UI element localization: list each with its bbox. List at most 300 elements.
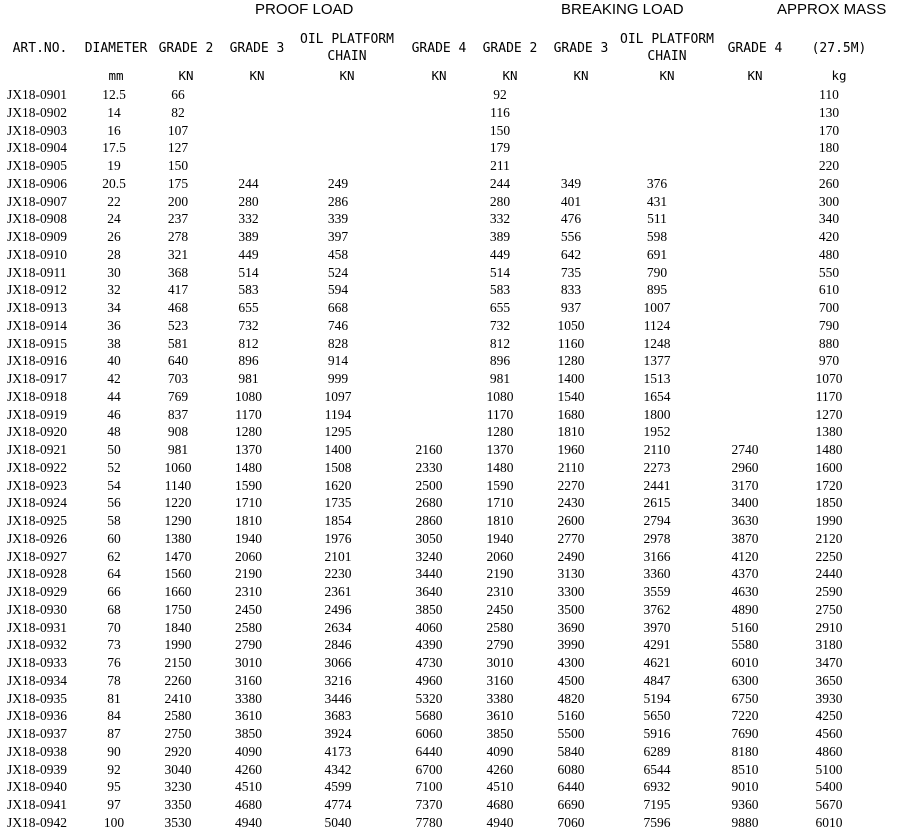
table-cell: 2250 (815, 548, 843, 564)
table-cell: 1620 (324, 477, 352, 493)
table-cell: 2361 (324, 584, 352, 599)
table-cell (392, 264, 466, 282)
table-cell: 339 (327, 211, 349, 227)
table-cell (608, 104, 706, 122)
table-cell: 2310 (235, 584, 262, 599)
table-cell: 1990 (815, 513, 843, 528)
table-cell: 1170 (235, 406, 262, 422)
table-cell: 92 (493, 87, 507, 102)
table-cell: 3300 (557, 584, 585, 599)
art-no-cell: JX18-0918 (7, 388, 67, 404)
table-row (0, 264, 874, 282)
table-cell: 4960 (415, 672, 443, 688)
table-cell: 3530 (164, 814, 192, 830)
table-cell: 2920 (164, 743, 192, 759)
table-cell: 87 (107, 726, 121, 741)
table-cell: 640 (167, 353, 189, 369)
table-cell: 127 (167, 140, 189, 156)
table-cell: 2260 (164, 672, 192, 688)
table-cell: 6440 (557, 779, 585, 795)
table-cell: 1248 (643, 335, 671, 351)
table-cell (706, 299, 784, 317)
table-cell: 790 (646, 264, 668, 280)
table-cell: 40 (107, 353, 121, 369)
art-no-cell: JX18-0912 (7, 282, 67, 298)
table-cell: 66 (171, 87, 185, 102)
unit-label: KN (502, 68, 518, 83)
table-cell: 3350 (164, 797, 192, 812)
table-cell: 2440 (815, 566, 843, 582)
table-cell: 42 (107, 371, 121, 386)
table-cell: 1060 (164, 459, 192, 475)
table-cell: 1840 (164, 619, 192, 635)
table-cell: 3990 (557, 637, 585, 653)
table-cell: 78 (107, 672, 121, 688)
table-cell: 880 (818, 335, 840, 351)
table-cell: 5160 (731, 619, 759, 635)
table-cell: 4890 (731, 601, 759, 617)
table-cell: 4120 (731, 548, 759, 564)
table-cell (706, 388, 784, 406)
table-cell: 19 (107, 158, 121, 173)
table-cell (284, 86, 392, 104)
table-cell: 449 (489, 246, 511, 262)
table-cell: 280 (489, 193, 511, 209)
table-cell: 1508 (324, 459, 352, 475)
table-cell: 1990 (164, 637, 192, 653)
table-cell: 6700 (415, 761, 443, 777)
table-cell: 583 (238, 282, 259, 298)
table-cell: 36 (107, 317, 121, 333)
table-cell: 3160 (486, 672, 514, 688)
art-no-cell: JX18-0922 (7, 459, 67, 475)
art-no-cell: JX18-0908 (7, 211, 67, 227)
table-cell: 1370 (486, 442, 514, 457)
table-cell: 2110 (643, 442, 671, 457)
table-cell: 5580 (731, 637, 759, 653)
table-cell: 1600 (815, 459, 843, 475)
table-cell: 1590 (486, 477, 514, 493)
table-row (0, 370, 874, 388)
table-cell: 68 (107, 601, 121, 617)
table-cell: 1097 (324, 388, 352, 404)
table-row (0, 193, 874, 211)
table-cell (392, 157, 466, 175)
table-cell: 2273 (643, 459, 671, 475)
table-cell (706, 122, 784, 140)
table-cell: 180 (818, 140, 840, 156)
table-cell: 703 (167, 371, 189, 386)
table-cell: 581 (167, 335, 189, 351)
table-row (0, 477, 874, 495)
table-cell: 5320 (415, 690, 443, 706)
table-cell: 431 (646, 193, 668, 209)
table-cell: 24 (107, 211, 121, 227)
table-cell: 4510 (486, 779, 514, 795)
table-cell (392, 175, 466, 193)
art-no-cell: JX18-0917 (7, 371, 67, 386)
table-cell: 211 (490, 158, 510, 173)
table-cell: 7780 (415, 814, 443, 830)
art-no-cell: JX18-0935 (7, 690, 67, 706)
table-cell: 30 (107, 264, 121, 280)
table-cell: 4060 (415, 619, 443, 635)
table-cell: 1976 (324, 530, 352, 546)
table-cell: 6080 (557, 761, 585, 777)
table-cell: 476 (560, 211, 582, 227)
table-row (0, 228, 874, 246)
table-cell: 249 (327, 175, 349, 191)
table-cell: 70 (107, 619, 121, 635)
table-cell (213, 139, 284, 157)
table-cell: 332 (238, 211, 259, 227)
table-cell: 4621 (643, 655, 671, 670)
table-cell: 4260 (235, 761, 262, 777)
table-cell: 6544 (643, 761, 671, 777)
table-cell: 1735 (324, 495, 352, 511)
table-cell: 908 (167, 424, 189, 440)
table-cell: 5194 (643, 690, 671, 706)
table-cell: 1124 (643, 317, 671, 333)
table-cell: 1960 (557, 442, 585, 457)
art-no-cell: JX18-0903 (7, 122, 67, 138)
table-cell: 3216 (324, 672, 352, 688)
table-cell: 3930 (815, 690, 843, 706)
table-cell: 914 (327, 353, 349, 369)
table-cell: 1194 (324, 406, 352, 422)
table-cell: 812 (238, 335, 259, 351)
table-cell: 1160 (557, 335, 585, 351)
table-cell: 397 (327, 229, 349, 244)
table-cell: 1710 (486, 495, 514, 511)
table-cell: 2680 (415, 495, 443, 511)
table-cell (534, 104, 608, 122)
table-cell (534, 122, 608, 140)
table-cell (706, 281, 784, 299)
table-cell: 376 (646, 175, 668, 191)
table-cell (706, 246, 784, 264)
table-cell (534, 86, 608, 104)
table-cell: 2190 (235, 566, 262, 582)
table-row (0, 672, 874, 690)
art-no-cell: JX18-0926 (7, 530, 67, 546)
unit-label: kg (831, 68, 847, 83)
table-cell: 3500 (557, 601, 585, 617)
table-cell: 2860 (415, 513, 443, 528)
art-no-cell: JX18-0934 (7, 672, 67, 688)
table-row (0, 743, 874, 761)
art-no-cell: JX18-0936 (7, 708, 67, 724)
table-cell: 278 (167, 229, 189, 244)
table-cell: 73 (107, 637, 121, 653)
table-cell: 896 (238, 353, 259, 369)
table-cell: 2496 (324, 601, 352, 617)
table-cell: 556 (560, 229, 582, 244)
unit-label: KN (431, 68, 447, 83)
table-cell: 7100 (415, 779, 443, 795)
table-row (0, 814, 874, 832)
table-row (0, 423, 874, 441)
column-header: GRADE 4 (411, 41, 467, 56)
table-cell: 3650 (815, 672, 843, 688)
table-cell: 5650 (643, 708, 671, 724)
table-cell: 2230 (324, 566, 352, 582)
table-cell: 1850 (815, 495, 843, 511)
table-cell: 981 (238, 371, 259, 386)
table-cell: 2430 (557, 495, 585, 511)
art-no-cell: JX18-0921 (7, 442, 67, 457)
table-cell: 54 (107, 477, 121, 493)
table-row (0, 86, 874, 104)
table-cell: 3010 (486, 655, 514, 670)
table-cell: 1710 (235, 495, 262, 511)
art-no-cell: JX18-0940 (7, 779, 67, 795)
unit-label: KN (573, 68, 589, 83)
column-header: GRADE 3 (229, 41, 285, 56)
art-no-cell: JX18-0925 (7, 513, 67, 528)
table-cell: 3400 (731, 495, 759, 511)
table-cell: 1952 (643, 424, 671, 440)
table-cell: 2500 (415, 477, 443, 493)
table-cell: 1380 (815, 424, 843, 440)
table-cell: 1810 (235, 513, 262, 528)
table-cell: 1295 (324, 424, 352, 440)
table-cell (392, 370, 466, 388)
table-cell: 2120 (815, 530, 843, 546)
table-cell (706, 210, 784, 228)
table-cell: 4510 (235, 779, 262, 795)
art-no-cell: JX18-0910 (7, 246, 67, 262)
table-cell: 2910 (815, 619, 843, 635)
art-no-cell: JX18-0927 (7, 548, 67, 564)
unit-label: mm (108, 68, 124, 83)
table-cell: 5040 (324, 814, 352, 830)
table-cell (392, 335, 466, 353)
table-row (0, 157, 874, 175)
art-no-cell: JX18-0924 (7, 495, 67, 511)
table-cell: 2441 (643, 477, 671, 493)
table-cell: 3180 (815, 637, 843, 653)
table-cell: 594 (327, 282, 349, 298)
table-cell: 3762 (643, 601, 671, 617)
table-cell: 349 (560, 175, 582, 191)
table-cell: 1220 (164, 495, 192, 511)
table-cell: 1560 (164, 566, 192, 582)
table-cell (706, 352, 784, 370)
table-cell: 84 (107, 708, 121, 724)
table-row (0, 335, 874, 353)
table-cell: 3240 (415, 548, 443, 564)
table-cell (392, 352, 466, 370)
table-cell: 735 (560, 264, 582, 280)
art-no-cell: JX18-0914 (7, 317, 67, 333)
table-cell: 837 (167, 406, 189, 422)
table-row (0, 690, 874, 708)
table-cell: 4173 (324, 743, 352, 759)
table-cell: 81 (107, 690, 121, 706)
table-cell: 6440 (415, 743, 443, 759)
table-cell: 280 (238, 193, 259, 209)
table-cell: 2160 (415, 442, 443, 457)
table-cell: 130 (818, 104, 840, 120)
table-cell: 3446 (324, 690, 352, 706)
table-cell (608, 139, 706, 157)
table-cell (706, 370, 784, 388)
table-cell: 175 (167, 175, 189, 191)
table-cell: 3610 (235, 708, 262, 724)
table-row (0, 761, 874, 779)
table-cell: 468 (167, 300, 189, 315)
table-cell: 655 (489, 300, 511, 315)
table-cell: 82 (171, 104, 185, 120)
table-cell (534, 157, 608, 175)
column-header: GRADE 3 (553, 41, 609, 56)
table-cell: 3850 (486, 726, 514, 741)
table-cell: 1660 (164, 584, 192, 599)
table-row (0, 654, 874, 672)
table-cell: 812 (489, 335, 511, 351)
table-cell: 4500 (557, 672, 585, 688)
table-cell: 2978 (643, 530, 671, 546)
table-cell: 4370 (731, 566, 759, 582)
table-cell: 1940 (235, 530, 262, 546)
table-cell: 2410 (164, 690, 192, 706)
table-cell: 3010 (235, 655, 262, 670)
table-cell: 76 (107, 655, 121, 670)
table-cell (392, 228, 466, 246)
table-cell: 4090 (235, 743, 262, 759)
table-cell: 4730 (415, 655, 443, 670)
table-cell: 999 (327, 371, 349, 386)
table-cell: 2060 (235, 548, 262, 564)
table-cell: 3683 (324, 708, 352, 724)
table-cell: 417 (167, 282, 189, 298)
table-cell: 9880 (731, 814, 759, 830)
table-cell: 2750 (164, 726, 192, 741)
table-row (0, 530, 874, 548)
table-cell: 3850 (235, 726, 262, 741)
table-cell (706, 228, 784, 246)
table-cell (706, 175, 784, 193)
table-cell: 332 (489, 211, 511, 227)
table-cell: 260 (818, 175, 840, 191)
table-cell: 17.5 (102, 140, 126, 156)
table-cell: 1070 (815, 371, 843, 386)
table-row (0, 494, 874, 512)
table-cell: 90 (107, 743, 121, 759)
table-cell: 6300 (731, 672, 759, 688)
table-cell: 9360 (731, 797, 759, 812)
table-cell (392, 299, 466, 317)
table-cell: 5916 (643, 726, 671, 741)
table-body (0, 86, 874, 832)
table-cell (706, 157, 784, 175)
table-cell: 1080 (486, 388, 514, 404)
table-cell: 32 (107, 282, 121, 298)
art-no-cell: JX18-0939 (7, 761, 67, 777)
column-header: OIL PLATFORM CHAIN (300, 32, 394, 64)
art-no-cell: JX18-0928 (7, 566, 67, 582)
table-cell: 1140 (164, 477, 192, 493)
table-cell (392, 423, 466, 441)
breaking-load-heading: BREAKING LOAD (561, 1, 684, 18)
table-cell: 3924 (324, 726, 352, 741)
table-cell: 107 (167, 122, 189, 138)
table-cell: 50 (107, 442, 121, 457)
table-cell: 2150 (164, 655, 192, 670)
table-row (0, 725, 874, 743)
art-no-cell: JX18-0930 (7, 601, 67, 617)
table-cell (392, 86, 466, 104)
table-cell: 150 (489, 122, 511, 138)
table-row (0, 583, 874, 601)
table-cell: 642 (560, 246, 582, 262)
column-header: DIAMETER (84, 41, 148, 56)
table-cell: 5160 (557, 708, 585, 724)
table-cell: 2450 (486, 601, 514, 617)
table-cell: 458 (327, 246, 349, 262)
table-row (0, 352, 874, 370)
art-no-cell: JX18-0909 (7, 229, 67, 244)
table-cell: 34 (107, 300, 121, 315)
table-cell: 20.5 (102, 175, 126, 191)
table-cell: 896 (489, 353, 511, 369)
table-cell: 4599 (324, 779, 352, 795)
table-cell: 3380 (486, 690, 514, 706)
art-no-cell: JX18-0906 (7, 175, 67, 191)
art-no-cell: JX18-0913 (7, 300, 67, 315)
table-row (0, 406, 874, 424)
table-cell: 5100 (815, 761, 843, 777)
table-cell: 610 (818, 282, 840, 298)
table-cell (706, 264, 784, 282)
table-cell (213, 86, 284, 104)
table-cell: 3559 (643, 584, 671, 599)
table-cell (706, 104, 784, 122)
table-cell: 2330 (415, 459, 443, 475)
table-cell: 4847 (643, 672, 671, 688)
table-cell: 7220 (731, 708, 759, 724)
table-cell: 1007 (643, 300, 671, 315)
table-cell: 389 (489, 229, 511, 244)
table-cell (706, 317, 784, 335)
table-cell: 3170 (731, 477, 759, 493)
table-cell: 5500 (557, 726, 585, 741)
unit-label: KN (178, 68, 194, 83)
table-cell: 401 (560, 193, 582, 209)
art-no-cell: JX18-0942 (7, 814, 67, 830)
art-no-cell: JX18-0923 (7, 477, 67, 493)
table-cell: 1480 (486, 459, 514, 475)
table-cell: 732 (489, 317, 511, 333)
table-row (0, 175, 874, 193)
table-cell (392, 281, 466, 299)
table-cell: 668 (327, 300, 349, 315)
table-cell: 3470 (815, 655, 843, 670)
table-cell: 3610 (486, 708, 514, 724)
table-cell: 1280 (235, 424, 262, 440)
table-cell: 2490 (557, 548, 585, 564)
table-cell: 5840 (557, 743, 585, 759)
table-cell: 28 (107, 246, 121, 262)
table-cell: 220 (818, 158, 840, 173)
table-cell (392, 406, 466, 424)
table-cell: 655 (238, 300, 259, 315)
table-row (0, 281, 874, 299)
table-cell: 523 (167, 317, 189, 333)
table-cell: 6690 (557, 797, 585, 812)
table-cell: 2960 (731, 459, 759, 475)
